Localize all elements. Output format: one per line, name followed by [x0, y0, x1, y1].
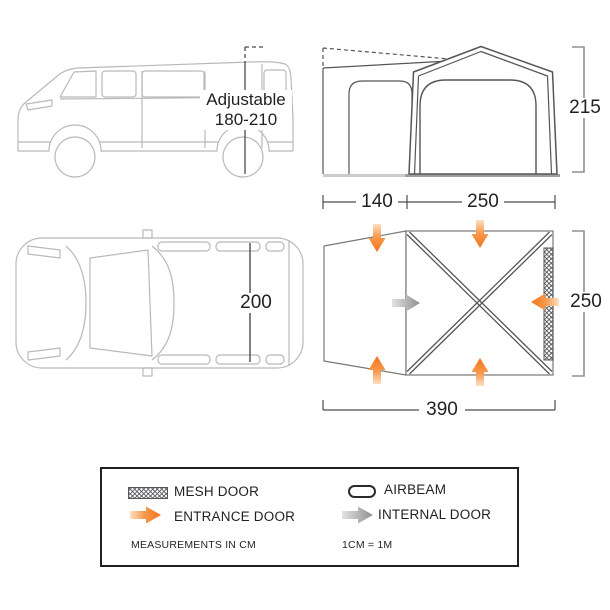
airbeam-icon: [348, 485, 376, 498]
awning-outer-wall: [409, 47, 557, 175]
plan-length-value: 390: [419, 400, 465, 420]
van-top-window-slot-3: [266, 242, 284, 251]
internal-door-label: INTERNAL DOOR: [378, 507, 492, 522]
van-top-window-slot-6: [266, 355, 284, 364]
van-width-value: 200: [234, 293, 278, 313]
internal-door-icon: [340, 505, 376, 525]
adjustable-height-label-line2: 180-210: [214, 110, 278, 129]
van-front-wheel: [55, 137, 95, 177]
mesh-door-label: MESH DOOR: [174, 484, 260, 499]
mesh-door-icon: [128, 487, 168, 499]
van-top-windshield-glass: [90, 250, 152, 356]
van-top-mirror-bottom: [143, 368, 152, 376]
legend-box: [100, 467, 519, 567]
tunnel-width-value: 140: [356, 192, 398, 212]
units-note: MEASUREMENTS IN CM: [131, 539, 256, 551]
adjustable-height-label-line1: Adjustable: [206, 90, 286, 109]
van-window-1: [102, 71, 136, 97]
van-top-window-slot-2: [216, 242, 260, 251]
van-top-window-slot-1: [158, 242, 210, 251]
van-top-window-slot-5: [216, 355, 260, 364]
awning-height-value: 215: [564, 98, 606, 118]
entrance-door-label: ENTRANCE DOOR: [174, 509, 296, 524]
van-top-window-slot-4: [158, 355, 210, 364]
plan-main-square: [406, 231, 553, 375]
plan-depth-value: 250: [564, 292, 608, 312]
van-top-headlight-top: [28, 246, 60, 258]
van-windshield: [60, 71, 96, 97]
adjustable-height-label: [200, 90, 292, 130]
awning-plan-view: [323, 220, 584, 410]
van-top-windshield-curve: [152, 246, 174, 360]
van-top-hood-curve: [66, 246, 86, 360]
van-top-mirror-top: [143, 230, 152, 238]
van-rear-wheel: [223, 137, 263, 177]
van-headlight: [26, 100, 52, 110]
entrance-door-icon: [128, 505, 164, 525]
van-top-headlight-bottom: [28, 348, 60, 360]
scale-note: 1CM = 1M: [342, 539, 393, 551]
airbeam-label: AIRBEAM: [384, 482, 447, 497]
van-window-2: [142, 71, 204, 97]
main-width-value: 250: [462, 192, 504, 212]
tunnel-door: [349, 81, 412, 174]
awning-side-view: [323, 47, 560, 176]
